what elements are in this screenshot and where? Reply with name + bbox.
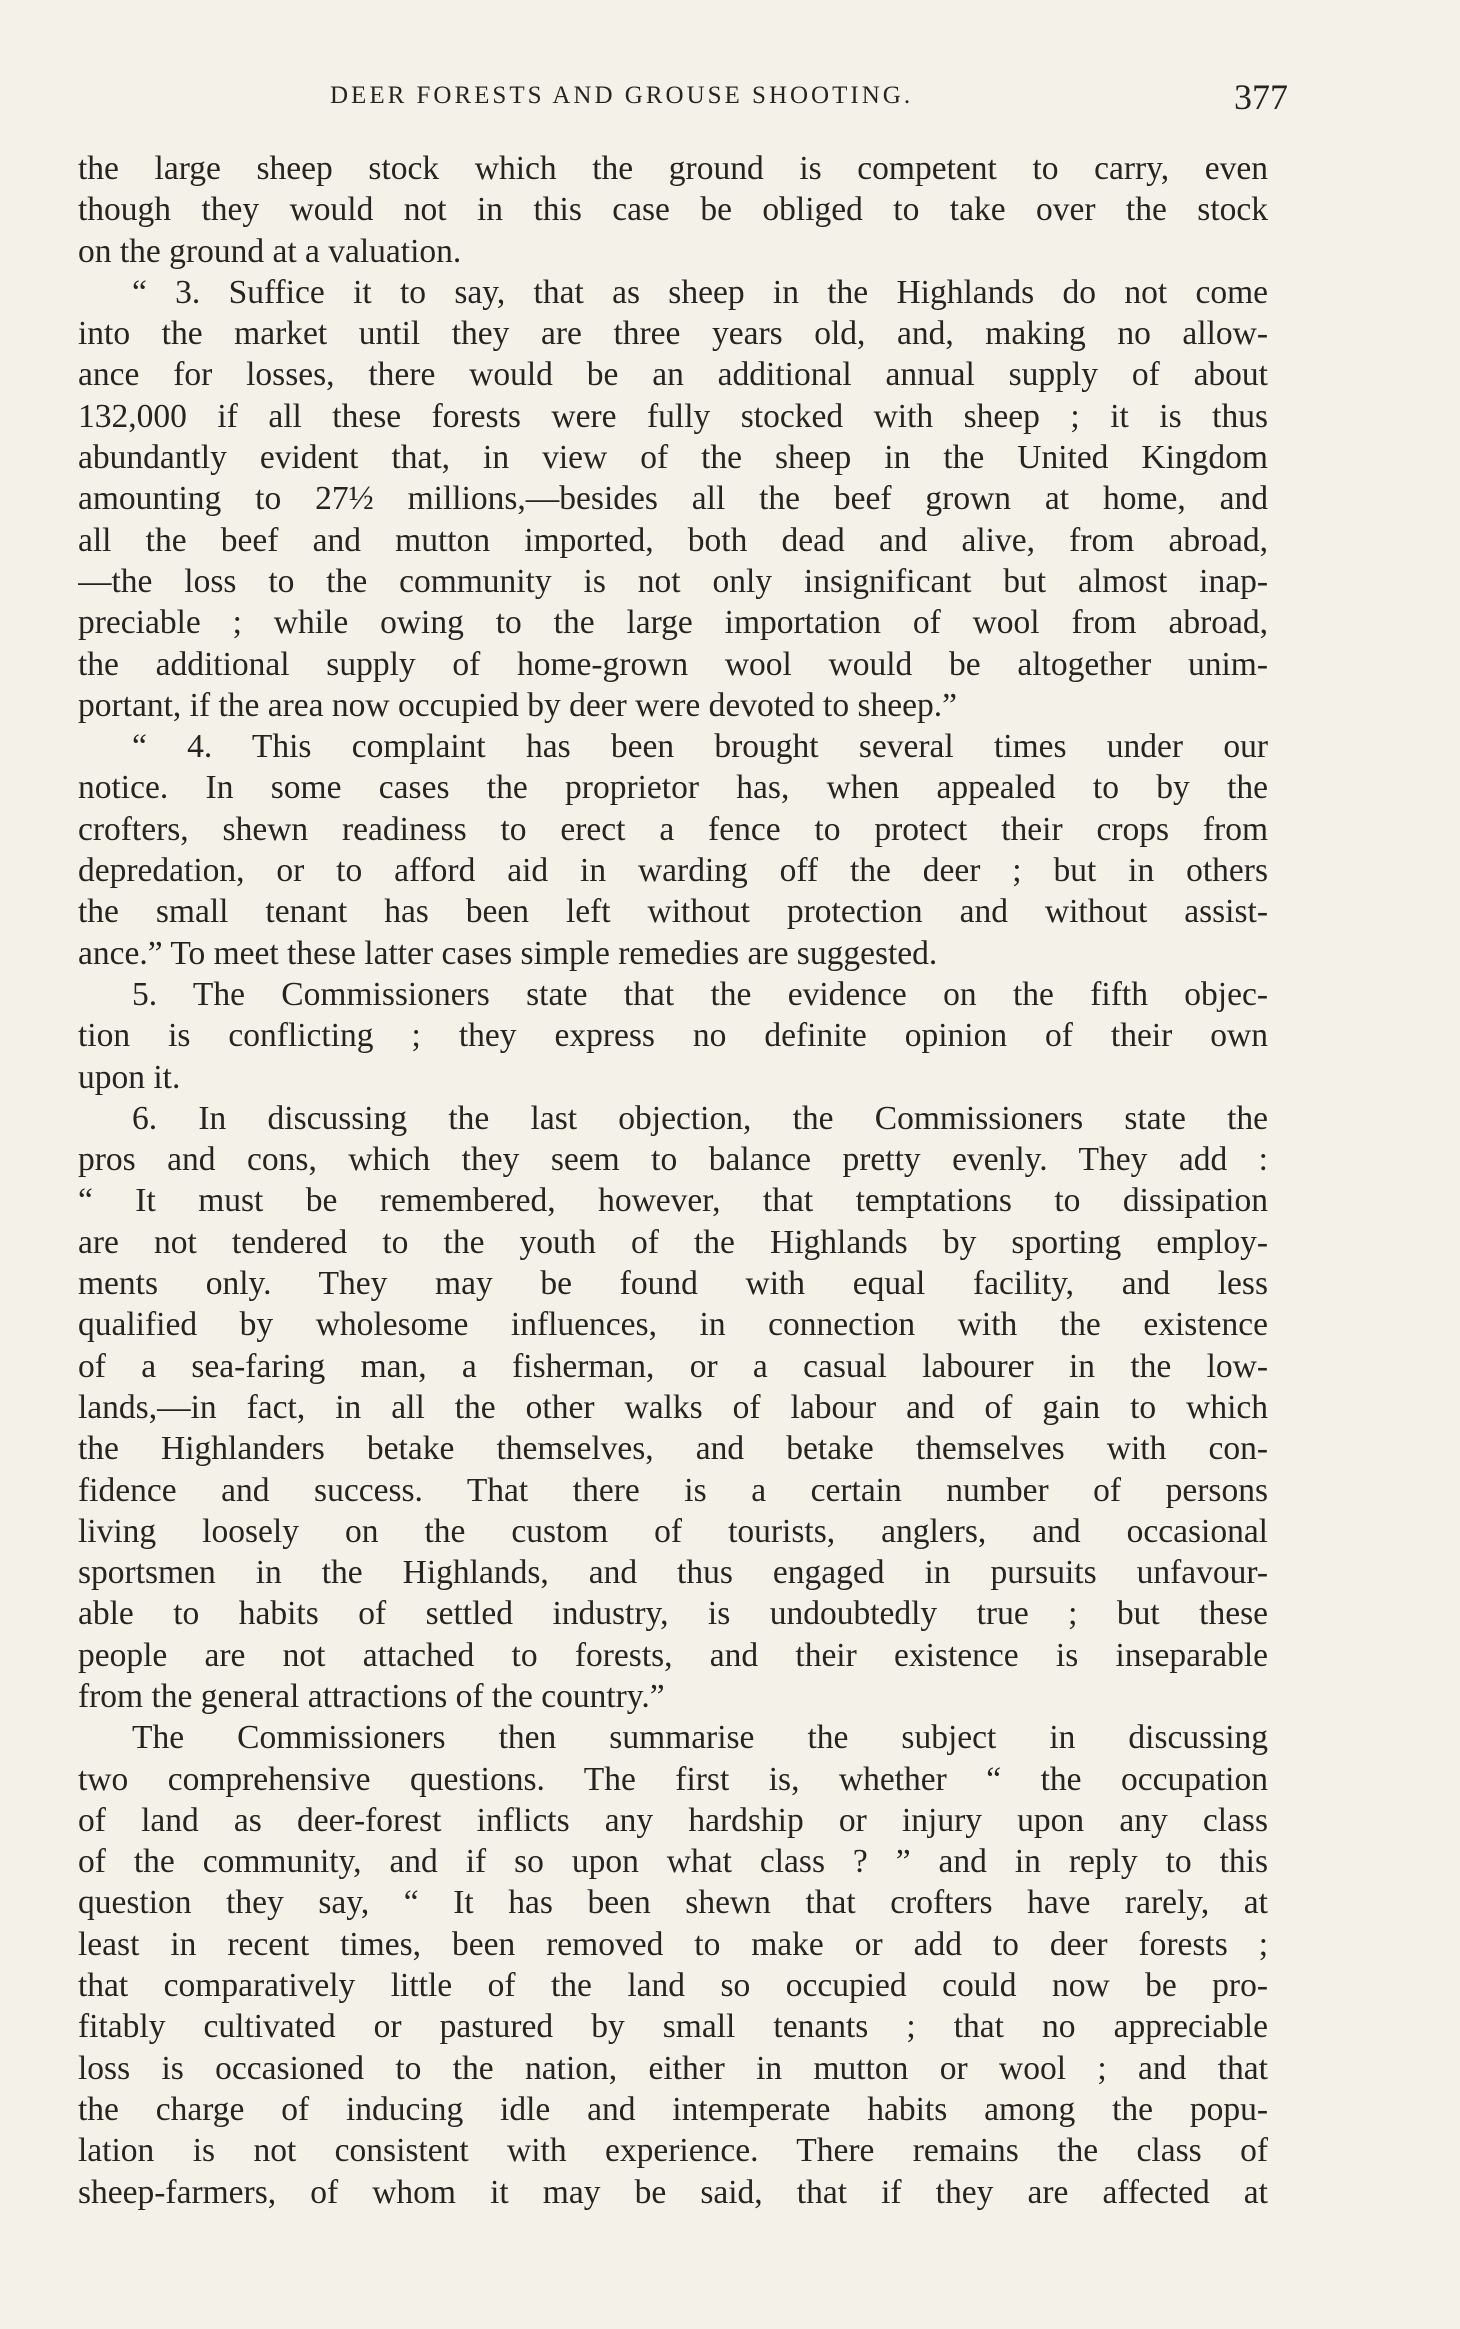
text-line: “ 3. Suffice it to say, that as sheep in the Highlands do not come [132, 273, 1268, 311]
running-title: DEER FORESTS AND GROUSE SHOOTING. [330, 82, 914, 109]
text-line: of land as deer-forest inflicts any hardship or injury upon any class [78, 1801, 1268, 1839]
text-line: the charge of inducing idle and intemperate habits among the popu- [78, 2090, 1268, 2128]
text-line: though they would not in this case be obliged to take over the stock [78, 191, 1268, 229]
text-line: pros and cons, which they seem to balance pretty evenly. They add : [78, 1141, 1268, 1179]
text-line: preciable ; while owing to the large importation of wool from abroad, [78, 604, 1268, 642]
text-line: ance for losses, there would be an additional annual supply of about [78, 356, 1268, 394]
text-line: sheep-farmers, of whom it may be said, that if they are affected at [78, 2173, 1268, 2211]
text-line: upon it. [78, 1058, 181, 1096]
text-line: loss is occasioned to the nation, either in mutton or wool ; and that [78, 2049, 1268, 2087]
text-line: that comparatively little of the land so occupied could now be pro- [78, 1967, 1268, 2005]
text-line: question they say, “ It has been shewn that crofters have rarely, at [78, 1884, 1268, 1922]
body-text [78, 148, 1268, 2213]
text-line: The Commissioners then summarise the subject in discussing [132, 1719, 1268, 1757]
text-line: abundantly evident that, in view of the sheep in the United Kingdom [78, 439, 1268, 477]
text-line: 6. In discussing the last objection, the Commissioners state the [132, 1099, 1268, 1137]
text-line: all the beef and mutton imported, both dead and alive, from abroad, [78, 521, 1268, 559]
text-line: lands,—in fact, in all the other walks of labour and of gain to which [78, 1388, 1268, 1426]
text-line: the additional supply of home-grown wool would be altogether unim- [78, 645, 1268, 683]
text-line: “ 4. This complaint has been brought several times under our [132, 728, 1268, 766]
text-line: are not tendered to the youth of the Highlands by sporting employ- [78, 1223, 1268, 1261]
text-line: fitably cultivated or pastured by small tenants ; that no appreciable [78, 2008, 1268, 2046]
text-line: able to habits of settled industry, is undoubtedly true ; but these [78, 1595, 1268, 1633]
text-line: people are not attached to forests, and their existence is inseparable [78, 1636, 1268, 1674]
text-line: from the general attractions of the country.” [78, 1677, 665, 1715]
text-line: depredation, or to afford aid in warding off the deer ; but in others [78, 852, 1268, 890]
page-number: 377 [1234, 77, 1288, 117]
text-line: 5. The Commissioners state that the evidence on the fifth objec- [132, 975, 1268, 1013]
text-line: qualified by wholesome influences, in connection with the existence [78, 1306, 1268, 1344]
text-line: 132,000 if all these forests were fully stocked with sheep ; it is thus [78, 397, 1268, 435]
text-line: tion is conflicting ; they express no definite opinion of their own [78, 1017, 1268, 1055]
text-line: sportsmen in the Highlands, and thus engaged in pursuits unfavour- [78, 1554, 1268, 1592]
text-line: the small tenant has been left without protection and without assist- [78, 893, 1268, 931]
text-line: of a sea-faring man, a fisherman, or a casual labourer in the low- [78, 1347, 1268, 1385]
text-line: two comprehensive questions. The first is, whether “ the occupation [78, 1760, 1268, 1798]
text-line: living loosely on the custom of tourists, anglers, and occasional [78, 1512, 1268, 1550]
text-line: portant, if the area now occupied by deer were devoted to sheep.” [78, 686, 957, 724]
text-line: ance.” To meet these latter cases simple remedies are suggested. [78, 934, 938, 972]
text-line: notice. In some cases the proprietor has, when appealed to by the [78, 769, 1268, 807]
text-line: the large sheep stock which the ground is competent to carry, even [78, 150, 1268, 187]
text-line: fidence and success. That there is a certain number of persons [78, 1471, 1268, 1509]
text-line: “ It must be remembered, however, that temptations to dissipation [78, 1182, 1268, 1220]
text-line: the Highlanders betake themselves, and betake themselves with con- [78, 1430, 1268, 1468]
running-header [80, 76, 1288, 124]
text-line: —the loss to the community is not only insignificant but almost inap- [78, 562, 1268, 600]
text-line: amounting to 27½ millions,—besides all the beef grown at home, and [78, 480, 1268, 518]
text-line: on the ground at a valuation. [78, 232, 462, 270]
text-line: lation is not consistent with experience. There remains the class of [78, 2132, 1268, 2170]
text-line: crofters, shewn readiness to erect a fence to protect their crops from [78, 810, 1268, 848]
text-line: of the community, and if so upon what class ? ” and in reply to this [78, 1843, 1268, 1881]
text-line: into the market until they are three years old, and, making no allow- [78, 315, 1268, 353]
text-line: least in recent times, been removed to make or add to deer forests ; [78, 1925, 1268, 1963]
text-line: ments only. They may be found with equal facility, and less [78, 1265, 1268, 1303]
